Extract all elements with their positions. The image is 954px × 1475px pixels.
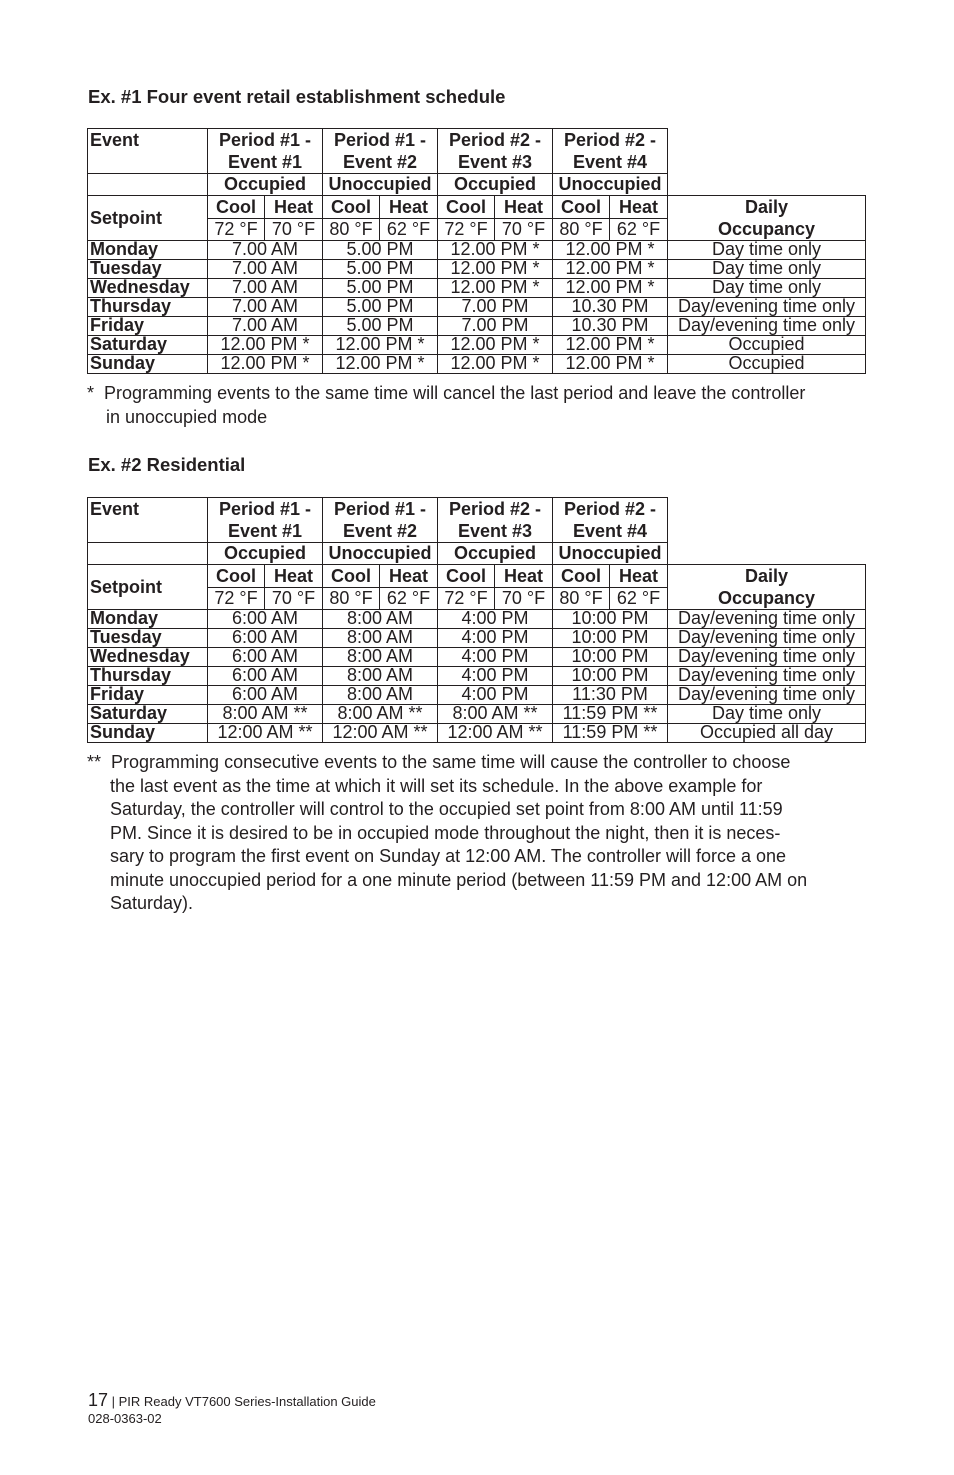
mode-header: Occupied [438, 543, 553, 565]
footnote-text: the last event as the time at which it will set its schedule. In the above example for [110, 775, 763, 796]
event-time: 12:00 AM ** [323, 724, 438, 743]
event-time: 5.00 PM [323, 279, 438, 298]
occupancy-cell: Day/evening time only [668, 686, 866, 705]
event-time: 8:00 AM ** [438, 705, 553, 724]
event-time: 12.00 PM * [553, 241, 668, 260]
footnote-mark: * [87, 383, 95, 403]
mode-header: Unoccupied [323, 543, 438, 565]
mode-header: Unoccupied [553, 174, 668, 196]
event-time: 6:00 AM [208, 667, 323, 686]
day-label: Friday [88, 686, 208, 705]
cool-header: Cool [323, 565, 380, 588]
temp-cell: 62 °F [380, 588, 438, 610]
example2-title: Ex. #2 Residential [88, 454, 246, 475]
example1-title: Ex. #1 Four event retail establishment schedule [88, 86, 506, 107]
table-row [88, 610, 866, 629]
day-label: Monday [88, 610, 208, 629]
heat-header: Heat [265, 196, 323, 219]
event-time: 4:00 PM [438, 667, 553, 686]
event-time: 12.00 PM * [323, 336, 438, 355]
period-header: Period #1 - Event #2 [323, 129, 438, 174]
cool-header: Cool [208, 196, 265, 219]
mode-header: Unoccupied [323, 174, 438, 196]
event-time: 11:30 PM [553, 686, 668, 705]
period-header: Period #2 - Event #3 [438, 498, 553, 543]
day-label: Wednesday [88, 648, 208, 667]
event-time: 8:00 AM [323, 610, 438, 629]
event-time: 8:00 AM [323, 629, 438, 648]
table-row [88, 724, 866, 743]
table-row [88, 686, 866, 705]
temp-cell: 70 °F [495, 588, 553, 610]
temp-cell: 80 °F [323, 588, 380, 610]
temp-cell: 70 °F [495, 219, 553, 241]
setpoint-label: Setpoint [88, 565, 208, 610]
event-time: 8:00 AM ** [323, 705, 438, 724]
period-header: Period #1 - Event #2 [323, 498, 438, 543]
event-time: 11:59 PM ** [553, 724, 668, 743]
footnote-text: sary to program the first event on Sunday at 12:00 AM. The controller will force a one [110, 846, 787, 866]
occupancy-cell: Day time only [668, 279, 866, 298]
page-number: 17 [88, 1390, 109, 1410]
event-time: 5.00 PM [323, 260, 438, 279]
daily-occupancy-header: Daily Occupancy [668, 565, 866, 610]
day-label: Tuesday [88, 629, 208, 648]
table-row [88, 298, 866, 317]
occupancy-cell: Day/evening time only [668, 610, 866, 629]
cool-header: Cool [438, 565, 495, 588]
footnote-text: PM. Since it is desired to be in occupied mode throughout the night, then it is neces- [110, 822, 781, 843]
heat-header: Heat [610, 565, 668, 588]
table-row [88, 260, 866, 279]
period-header: Period #2 - Event #3 [438, 129, 553, 174]
day-label: Wednesday [88, 279, 208, 298]
temp-cell: 80 °F [553, 588, 610, 610]
event-time: 7.00 AM [208, 317, 323, 336]
day-label: Friday [88, 317, 208, 336]
table-row [88, 629, 866, 648]
event-time: 7.00 PM [438, 317, 553, 336]
event-time: 4:00 PM [438, 610, 553, 629]
event-time: 12.00 PM * [438, 260, 553, 279]
event-time: 12.00 PM * [438, 355, 553, 374]
mode-header: Occupied [438, 174, 553, 196]
heat-header: Heat [495, 196, 553, 219]
occupancy-cell: Day/evening time only [668, 648, 866, 667]
event-time: 12.00 PM * [208, 336, 323, 355]
mode-header: Occupied [208, 174, 323, 196]
period-header: Period #1 - Event #1 [208, 498, 323, 543]
doc-number: 028-0363-02 [88, 1411, 162, 1426]
daily-occupancy-header: Daily Occupancy [668, 196, 866, 241]
event-time: 7.00 AM [208, 298, 323, 317]
event-time: 6:00 AM [208, 629, 323, 648]
footnote-2 [87, 751, 877, 916]
event-time: 10.30 PM [553, 317, 668, 336]
temp-cell: 70 °F [265, 219, 323, 241]
footnote-text: minute unoccupied period for a one minute period (between 11:59 PM and 12:00 AM on [110, 869, 808, 890]
event-time: 7.00 AM [208, 279, 323, 298]
event-time: 6:00 AM [208, 648, 323, 667]
event-time: 5.00 PM [323, 241, 438, 260]
temp-cell: 72 °F [208, 588, 265, 610]
event-time: 11:59 PM ** [553, 705, 668, 724]
occupancy-cell: Occupied all day [668, 724, 866, 743]
schedule-table-2 [87, 497, 866, 743]
heat-header: Heat [495, 565, 553, 588]
event-time: 4:00 PM [438, 686, 553, 705]
event-time: 10:00 PM [553, 648, 668, 667]
event-time: 7.00 PM [438, 298, 553, 317]
guide-title: | PIR Ready VT7600 Series-Installation Guide [108, 1394, 376, 1409]
day-label: Saturday [88, 705, 208, 724]
setpoint-label: Setpoint [88, 196, 208, 241]
occupancy-cell: Day/evening time only [668, 317, 866, 336]
temp-cell: 72 °F [438, 219, 495, 241]
event-time: 8:00 AM [323, 667, 438, 686]
event-time: 12.00 PM * [323, 355, 438, 374]
occupancy-cell: Day time only [668, 705, 866, 724]
footnote-text: Programming events to the same time will cancel the last period and leave the controller [104, 383, 806, 403]
event-time: 10:00 PM [553, 629, 668, 648]
day-label: Monday [88, 241, 208, 260]
footnote-text: Saturday, the controller will control to the occupied set point from 8:00 AM until 11:59 [110, 799, 783, 819]
heat-header: Heat [610, 196, 668, 219]
event-time: 12.00 PM * [438, 279, 553, 298]
cool-header: Cool [553, 565, 610, 588]
event-time: 8:00 AM ** [208, 705, 323, 724]
mode-header: Unoccupied [553, 543, 668, 565]
day-label: Sunday [88, 724, 208, 743]
day-label: Sunday [88, 355, 208, 374]
occupancy-cell: Day/evening time only [668, 629, 866, 648]
event-label: Event [88, 498, 208, 543]
schedule-table-1 [87, 128, 866, 374]
temp-cell: 80 °F [323, 219, 380, 241]
event-time: 10:00 PM [553, 667, 668, 686]
event-time: 12:00 AM ** [208, 724, 323, 743]
footnote-text: in unoccupied mode [106, 406, 268, 427]
event-time: 12.00 PM * [208, 355, 323, 374]
event-time: 12.00 PM * [438, 241, 553, 260]
period-header: Period #2 - Event #4 [553, 498, 668, 543]
event-time: 7.00 AM [208, 260, 323, 279]
occupancy-cell: Day time only [668, 260, 866, 279]
table-row [88, 279, 866, 298]
occupancy-cell: Day time only [668, 241, 866, 260]
table-row [88, 355, 866, 374]
occupancy-cell: Occupied [668, 355, 866, 374]
event-time: 8:00 AM [323, 648, 438, 667]
table-row [88, 317, 866, 336]
event-time: 12.00 PM * [553, 260, 668, 279]
event-time: 12.00 PM * [438, 336, 553, 355]
event-time: 10.30 PM [553, 298, 668, 317]
event-label: Event [88, 129, 208, 174]
occupancy-cell: Occupied [668, 336, 866, 355]
event-time: 12.00 PM * [553, 336, 668, 355]
footnote-mark: ** [87, 752, 102, 772]
cool-header: Cool [323, 196, 380, 219]
day-label: Thursday [88, 298, 208, 317]
period-header: Period #1 - Event #1 [208, 129, 323, 174]
event-time: 5.00 PM [323, 298, 438, 317]
event-time: 12.00 PM * [553, 279, 668, 298]
event-time: 8:00 AM [323, 686, 438, 705]
footnote-text: Programming consecutive events to the same time will cause the controller to choose [111, 752, 791, 772]
temp-cell: 62 °F [380, 219, 438, 241]
day-label: Saturday [88, 336, 208, 355]
table-row [88, 241, 866, 260]
cool-header: Cool [438, 196, 495, 219]
temp-cell: 80 °F [553, 219, 610, 241]
event-time: 12.00 PM * [553, 355, 668, 374]
page-footer [88, 1390, 376, 1426]
cool-header: Cool [553, 196, 610, 219]
footnote-text: Saturday). [110, 893, 194, 913]
table-row [88, 705, 866, 724]
event-time: 12:00 AM ** [438, 724, 553, 743]
event-time: 5.00 PM [323, 317, 438, 336]
temp-cell: 72 °F [438, 588, 495, 610]
heat-header: Heat [265, 565, 323, 588]
day-label: Tuesday [88, 260, 208, 279]
mode-header: Occupied [208, 543, 323, 565]
heat-header: Heat [380, 196, 438, 219]
event-time: 4:00 PM [438, 629, 553, 648]
heat-header: Heat [380, 565, 438, 588]
period-header: Period #2 - Event #4 [553, 129, 668, 174]
footnote-1 [87, 382, 877, 429]
event-time: 7.00 AM [208, 241, 323, 260]
event-time: 10:00 PM [553, 610, 668, 629]
table-row [88, 336, 866, 355]
temp-cell: 70 °F [265, 588, 323, 610]
event-time: 6:00 AM [208, 686, 323, 705]
table-row [88, 648, 866, 667]
temp-cell: 62 °F [610, 588, 668, 610]
table-row [88, 667, 866, 686]
day-label: Thursday [88, 667, 208, 686]
event-time: 4:00 PM [438, 648, 553, 667]
temp-cell: 72 °F [208, 219, 265, 241]
occupancy-cell: Day/evening time only [668, 298, 866, 317]
temp-cell: 62 °F [610, 219, 668, 241]
cool-header: Cool [208, 565, 265, 588]
event-time: 6:00 AM [208, 610, 323, 629]
occupancy-cell: Day/evening time only [668, 667, 866, 686]
